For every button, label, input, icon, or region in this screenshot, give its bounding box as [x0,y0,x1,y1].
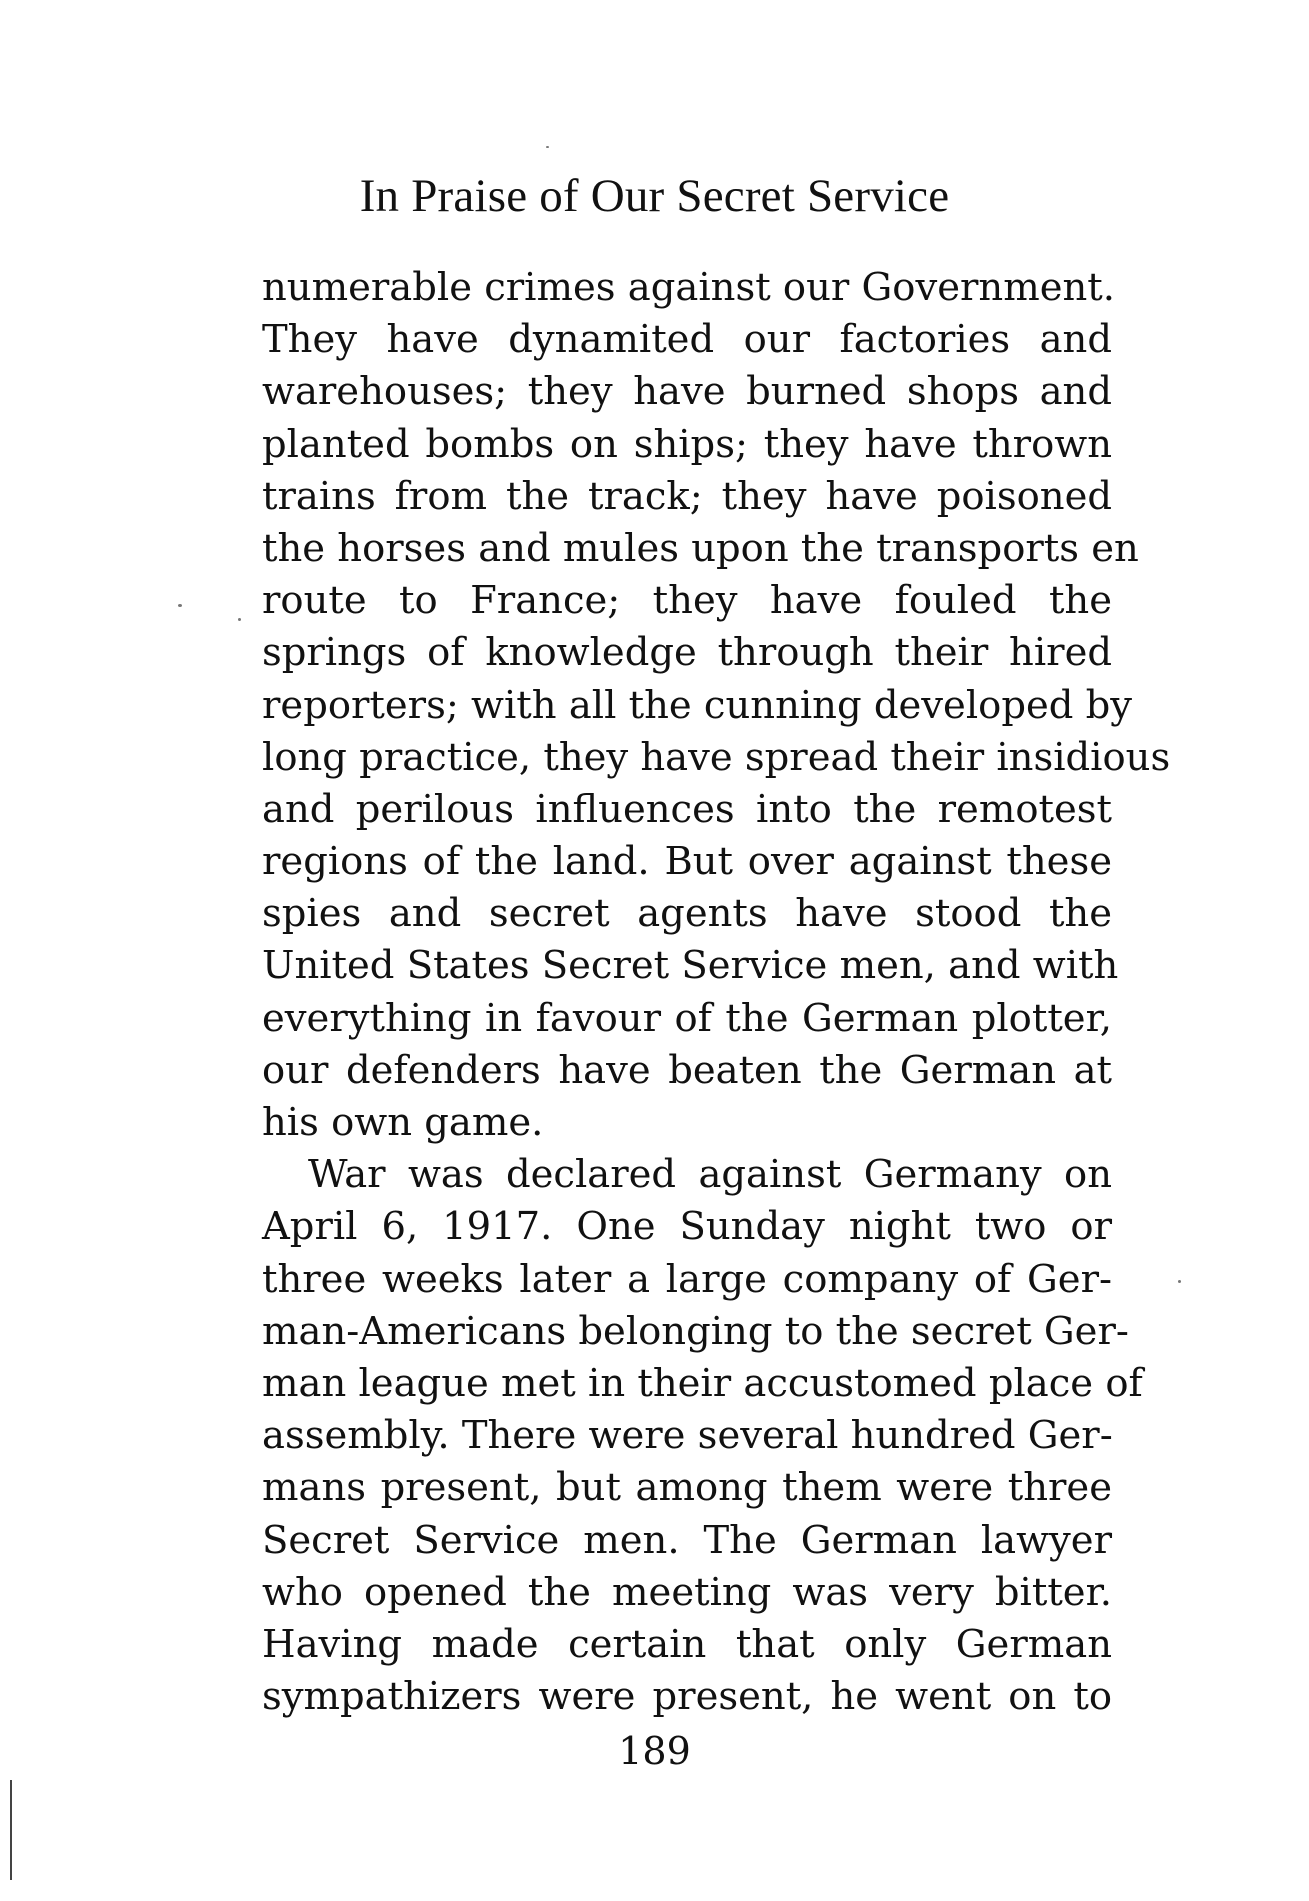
scan-speck [1178,1280,1181,1283]
scan-speck [178,604,182,607]
text-line: who opened the meeting was very bitter. [262,1569,1112,1615]
text-line: spies and secret agents have stood the [262,891,1112,937]
text-line: our defenders have beaten the German at [262,1047,1112,1093]
text-line: man-Americans belonging to the secret Ger- [262,1308,1129,1354]
text-line: assembly. There were several hundred Ger- [262,1413,1113,1459]
text-line: United States Secret Service men, and with [262,943,1119,989]
running-head: In Praise of Our Secret Service [359,170,950,222]
scan-speck [546,146,549,148]
text-line: route to France; they have fouled the [262,578,1112,624]
text-line: warehouses; they have burned shops and [262,369,1112,415]
text-line: April 6, 1917. One Sunday night two or [262,1204,1112,1250]
body-text [262,262,1171,1723]
text-line: numerable crimes against our Government. [262,265,1115,310]
scan-edge-mark [10,1780,12,1880]
text-line: regions of the land. But over against these [262,839,1112,885]
text-line: Secret Service men. The German lawyer [262,1517,1112,1563]
page-number: 189 [618,1729,691,1773]
text-line: man league met in their accustomed place of [262,1360,1143,1406]
text-line: three weeks later a large company of Ger- [262,1256,1112,1302]
text-line: long practice, they have spread their insidious [262,734,1171,780]
text-line: They have dynamited our factories and [262,317,1112,363]
paragraph-first-line: War was declared against Germany on [308,1152,1112,1198]
text-line: Having made certain that only German [262,1621,1112,1667]
text-line: planted bombs on ships; they have thrown [262,421,1112,467]
text-line: sympathizers were present, he went on to [262,1674,1112,1720]
text-line: and perilous influences into the remotest [262,786,1112,832]
text-line: reporters; with all the cunning developed by [262,682,1133,728]
text-line: his own game. [262,1100,544,1145]
text-line: mans present, but among them were three [262,1465,1112,1511]
scan-speck [238,618,241,621]
text-line: everything in favour of the German plotter, [262,995,1112,1041]
text-line: springs of knowledge through their hired [262,630,1112,676]
text-line: trains from the track; they have poisoned [262,473,1112,519]
text-line: the horses and mules upon the transports en [262,525,1139,571]
